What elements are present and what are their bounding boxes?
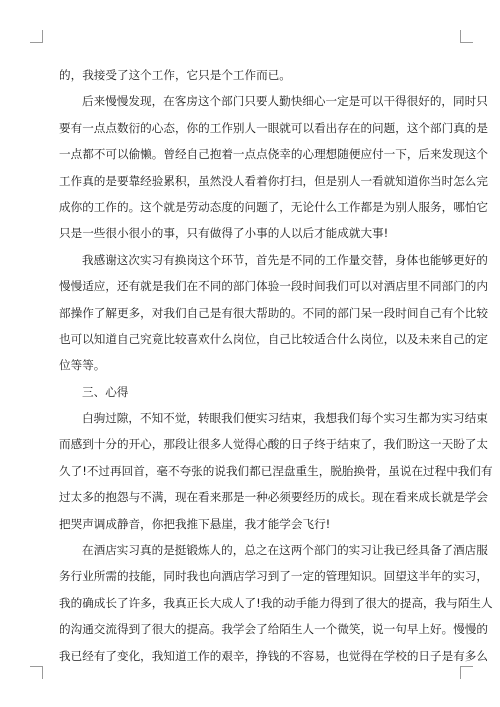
text-line: 后来慢慢发现，在客房这个部门只要人勤快细心一定是可以干得很好的，同时只 <box>82 94 488 109</box>
text-line: 部操作了解更多，对我们自己是有很大帮助的。不同的部门呆一段时间自己有个比较 <box>59 305 488 320</box>
text-line: 把哭声调成静音，你把我推下悬崖，我才能学会飞行! <box>59 516 331 531</box>
text-line: 也可以知道自己究竟比较喜欢什么岗位，自己比较适合什么岗位，以及未来自己的定 <box>59 331 488 346</box>
crop-mark-bottom-left <box>30 666 43 679</box>
text-line: 工作真的是要靠经验累积，虽然没人看着你打扫，但是别人一看就知道你当时怎么完 <box>59 173 488 188</box>
crop-mark-top-left <box>30 30 43 43</box>
text-line: 而感到十分的开心，那段让很多人觉得心酸的日子终于结束了，我们盼这一天盼了太 <box>59 437 488 452</box>
text-line: 的，我接受了这个工作，它只是个工作而已。 <box>59 68 291 82</box>
text-line: 只是一些很小很小的事，只有做得了小事的人以后才能成就大事! <box>59 226 389 241</box>
text-line: 我的确成长了许多，我真正长大成人了!我的动手能力得到了很大的提高，我与陌生人 <box>59 595 493 610</box>
text-line: 三、心得 <box>82 384 129 399</box>
text-line: 在酒店实习真的是挺锻炼人的，总之在这两个部门的实习让我已经具备了酒店服 <box>82 543 488 558</box>
text-line: 我已经有了变化，我知道工作的艰辛，挣钱的不容易，也觉得在学校的日子是有多么 <box>59 648 488 663</box>
text-line: 成你的工作的。这个就是劳动态度的问题了，无论什么工作都是为别人服务，哪怕它 <box>59 199 488 214</box>
text-line: 过太多的抱怨与不满，现在看来那是一种必须要经历的成长。现在看来成长就是学会 <box>59 490 488 505</box>
text-line: 一点都不可以偷懒。曾经自己抱着一点点侥幸的心理想随便应付一下，后来发现这个 <box>59 147 488 162</box>
crop-mark-top-right <box>460 30 473 43</box>
text-line: 务行业所需的技能，同时我也向酒店学习到了一定的管理知识。回望这半年的实习， <box>59 569 488 584</box>
crop-mark-bottom-right <box>460 666 473 679</box>
text-line: 的沟通交流得到了很大的提高。我学会了给陌生人一个微笑，说一句早上好。慢慢的 <box>59 622 488 637</box>
text-line: 要有一点点数衍的心态，你的工作别人一眼就可以看出存在的问题，这个部门真的是 <box>59 120 488 135</box>
text-line: 白驹过隙，不知不觉，转眼我们便实习结束，我想我们每个实习生都为实习结束 <box>82 411 488 426</box>
text-line: 慢慢适应，还有就是我们在不同的部门体验一段时间我们可以对酒店里不同部门的内 <box>59 279 488 294</box>
text-line: 久了!不过再回首，毫不夸张的说我们都已涅盘重生，脱胎换骨，虽说在过程中我们有 <box>59 463 493 478</box>
text-line: 位等等。 <box>59 358 106 373</box>
text-line: 我感谢这次实习有换岗这个环节，首先是不同的工作量交替，身体也能够更好的 <box>82 252 488 267</box>
document-body <box>59 62 493 669</box>
